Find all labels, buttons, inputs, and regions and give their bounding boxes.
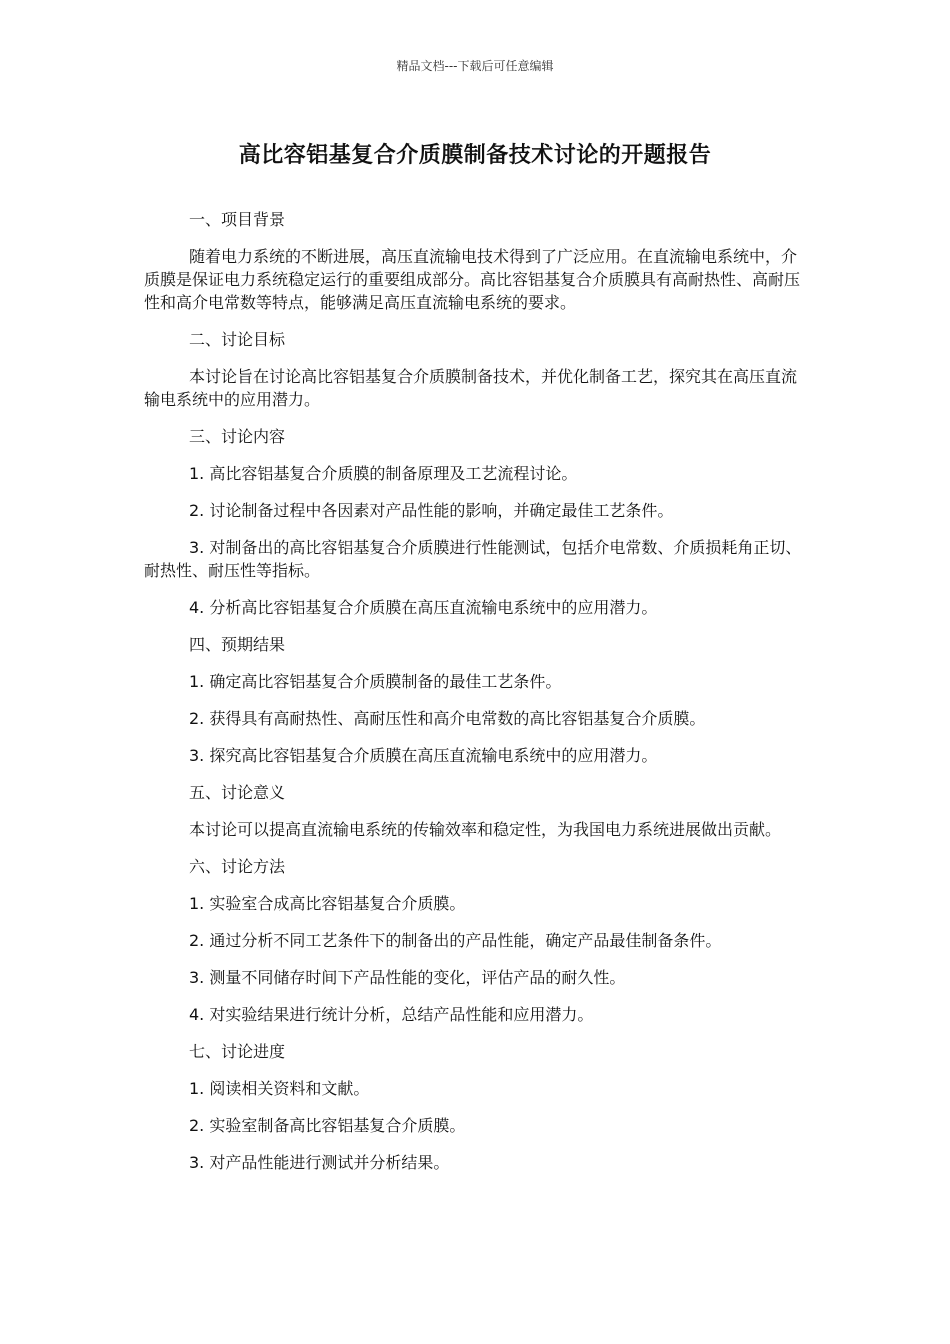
paragraph-goals: 本讨论旨在讨论高比容铝基复合介质膜制备技术，并优化制备工艺，探究其在高压直流输电系统中的应用潜力。 [144, 367, 798, 409]
list-item: 3. 测量不同储存时间下产品性能的变化，评估产品的耐久性。 [189, 968, 626, 987]
list-item: 1. 阅读相关资料和文献。 [189, 1079, 370, 1098]
section-heading-background: 一、项目背景 [189, 210, 286, 229]
document-body [144, 208, 808, 1188]
section-heading-significance: 五、讨论意义 [189, 783, 286, 802]
section-heading-expected-results: 四、预期结果 [189, 635, 286, 654]
list-item: 2. 实验室制备高比容铝基复合介质膜。 [189, 1116, 466, 1135]
list-item: 1. 实验室合成高比容铝基复合介质膜。 [189, 894, 466, 913]
section-heading-goals: 二、讨论目标 [189, 330, 286, 349]
section-heading-content: 三、讨论内容 [189, 427, 286, 446]
list-item: 3. 探究高比容铝基复合介质膜在高压直流输电系统中的应用潜力。 [189, 746, 658, 765]
list-item: 2. 通过分析不同工艺条件下的制备出的产品性能，确定产品最佳制备条件。 [189, 931, 722, 950]
list-item: 2. 获得具有高耐热性、高耐压性和高介电常数的高比容铝基复合介质膜。 [189, 709, 706, 728]
section-heading-methods: 六、讨论方法 [189, 857, 286, 876]
list-item: 4. 对实验结果进行统计分析，总结产品性能和应用潜力。 [189, 1005, 594, 1024]
paragraph-background: 随着电力系统的不断进展，高压直流输电技术得到了广泛应用。在直流输电系统中，介质膜是保证电力系统稳定运行的重要组成部分。高比容铝基复合介质膜具有高耐热性、高耐压性和高介电常数等特点，能够满足高压直流输电系统的要求。 [144, 247, 801, 312]
list-item: 3. 对制备出的高比容铝基复合介质膜进行性能测试，包括介电常数、介质损耗角正切、耐热性、耐压性等指标。 [144, 538, 802, 580]
list-item: 1. 高比容铝基复合介质膜的制备原理及工艺流程讨论。 [189, 464, 578, 483]
paragraph-significance: 本讨论可以提高直流输电系统的传输效率和稳定性，为我国电力系统进展做出贡献。 [189, 820, 782, 839]
list-item: 2. 讨论制备过程中各因素对产品性能的影响，并确定最佳工艺条件。 [189, 501, 674, 520]
document-title: 高比容铝基复合介质膜制备技术讨论的开题报告 [238, 143, 712, 168]
list-item: 1. 确定高比容铝基复合介质膜制备的最佳工艺条件。 [189, 672, 562, 691]
header-note: 精品文档---下载后可任意编辑 [396, 59, 554, 73]
section-heading-schedule: 七、讨论进度 [189, 1042, 286, 1061]
list-item: 4. 分析高比容铝基复合介质膜在高压直流输电系统中的应用潜力。 [189, 598, 658, 617]
list-item: 3. 对产品性能进行测试并分析结果。 [189, 1153, 450, 1172]
